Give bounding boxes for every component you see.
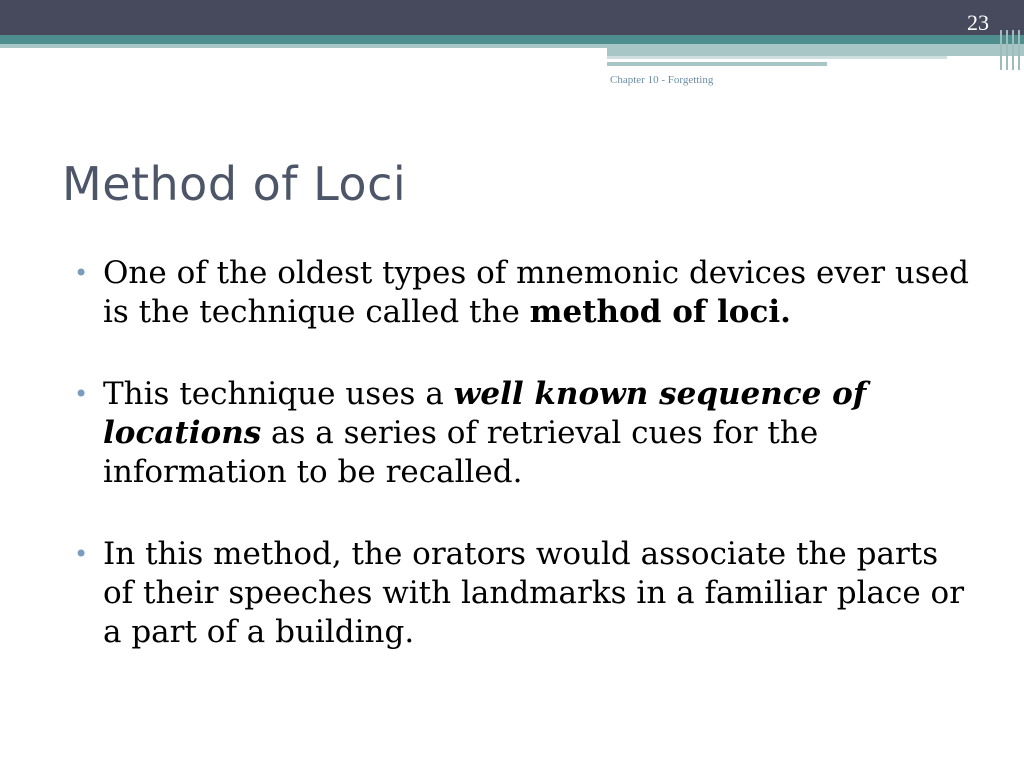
- bullet-text: [103, 375, 974, 492]
- header-accent-short-strip: [607, 62, 827, 66]
- bullet-icon: •: [74, 259, 89, 287]
- bullet-icon: •: [74, 540, 89, 568]
- bullet-emphasis: well known sequence of locations: [103, 376, 867, 451]
- bullet-text: [103, 254, 974, 332]
- bullet-text-part: In this method, the orators would associate the parts of their speeches with landmarks in a familiar place or a part of a building.: [103, 536, 965, 650]
- header-band-teal: [0, 35, 1024, 44]
- header-accent-line: [607, 56, 947, 59]
- bullet-item: [74, 375, 974, 492]
- page-number: 23: [967, 10, 989, 35]
- bullet-item: [74, 254, 974, 332]
- slide-title: Method of Loci: [62, 157, 407, 211]
- chapter-label: Chapter 10 - Forgetting: [610, 74, 714, 86]
- header-accent-strip: [607, 48, 1024, 56]
- header-vertical-bars: [996, 30, 1024, 70]
- header-band-dark: [0, 0, 1024, 35]
- bullet-icon: •: [74, 380, 89, 408]
- bullet-emphasis: method of loci.: [529, 294, 791, 330]
- bullet-text-part: as a series of retrieval cues for the information to be recalled.: [103, 415, 819, 490]
- bullet-list: [74, 254, 974, 695]
- bullet-text: [103, 535, 974, 652]
- bullet-text-part: One of the oldest types of mnemonic devices ever used is the technique called the: [103, 255, 969, 330]
- bullet-item: [74, 535, 974, 652]
- bullet-text-part: This technique uses a: [103, 376, 454, 412]
